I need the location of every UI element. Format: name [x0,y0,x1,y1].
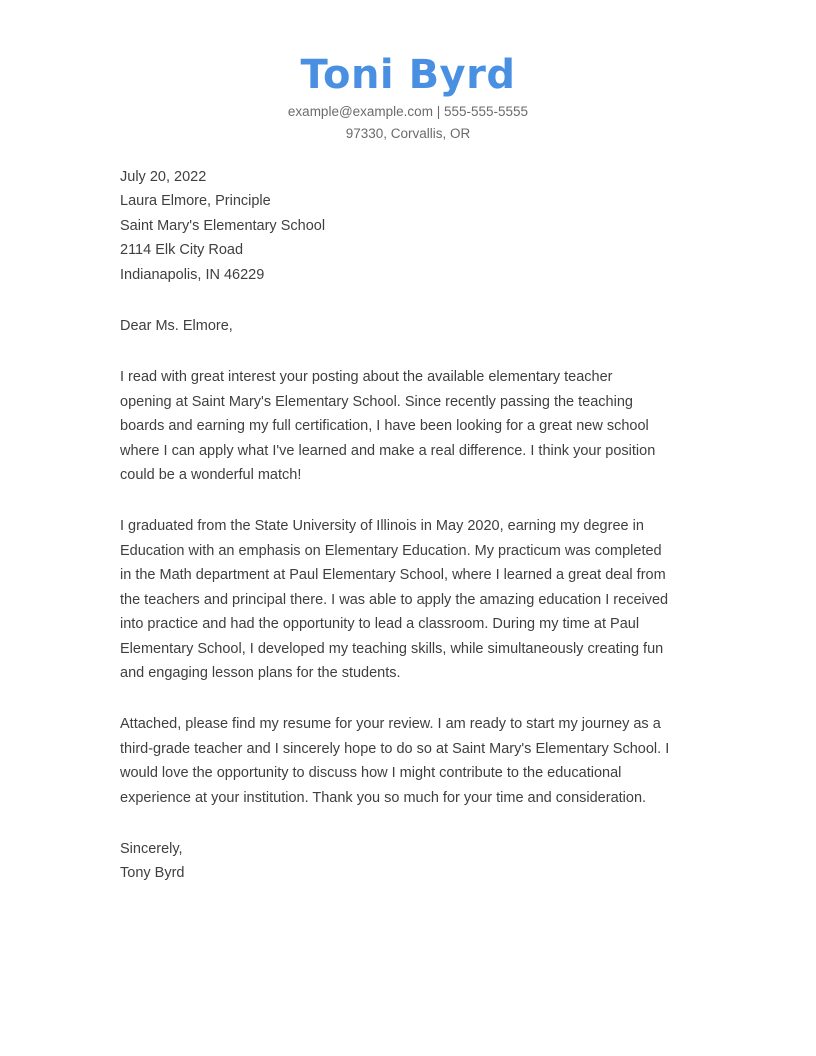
body-paragraph-3 [120,712,700,810]
paragraph-line: I graduated from the State University of Illinois in May 2020, earning my degree in [120,518,644,535]
paragraph-line: Elementary School, I developed my teaching skills, while simultaneously creating fun [120,640,664,657]
recipient-city-state-zip: Indianapolis, IN 46229 [120,266,265,283]
recipient-name-title: Laura Elmore, Principle [120,193,271,210]
paragraph-line: the teachers and principal there. I was able to apply the amazing education I received [120,591,669,608]
letter-body [120,165,700,886]
signature-name: Tony Byrd [120,865,185,882]
closing-block [120,837,700,886]
sender-phone: 555-555-5555 [443,104,529,119]
recipient-school: Saint Mary's Elementary School [120,217,326,234]
recipient-block [120,165,700,287]
paragraph-line: could be a wonderful match! [120,467,302,484]
paragraph-line: third-grade teacher and I sincerely hope to do so at Saint Mary's Elementary School. I [120,740,670,757]
valediction: Sincerely, [120,840,183,857]
body-paragraph-1 [120,365,700,487]
sender-name: Toni Byrd [300,52,516,98]
paragraph-line: Education with an emphasis on Elementary Education. My practicum was completed [120,542,662,559]
letter-date: July 20, 2022 [120,169,207,185]
paragraph-line: into practice and had the opportunity to lead a classroom. During my time at Paul [120,616,640,633]
paragraph-line: in the Math department at Paul Elementary School, where I learned a great deal from [120,567,666,584]
paragraph-line: where I can apply what I've learned and make a real difference. I think your position [120,442,656,459]
paragraph-line: would love the opportunity to discuss how I might contribute to the educational [120,765,622,782]
body-paragraph-2 [120,514,700,685]
letter-header [0,52,816,145]
contact-line [0,101,816,123]
greeting: Dear Ms. Elmore, [120,318,233,335]
paragraph-line: experience at your institution. Thank you so much for your time and consideration. [120,789,647,806]
paragraph-line: boards and earning my full certification, I have been looking for a great new school [120,418,649,435]
paragraph-line: and engaging lesson plans for the students. [120,664,401,681]
sender-email: example@example.com [287,104,433,119]
paragraph-line: I read with great interest your posting about the available elementary teacher [120,369,613,386]
recipient-street: 2114 Elk City Road [120,242,244,259]
paragraph-line: Attached, please find my resume for your review. I am ready to start my journey as a [120,716,661,733]
contact-separator: | [436,104,441,119]
sender-location: 97330, Corvallis, OR [345,126,471,141]
paragraph-line: opening at Saint Mary's Elementary School. Since recently passing the teaching [120,393,633,410]
